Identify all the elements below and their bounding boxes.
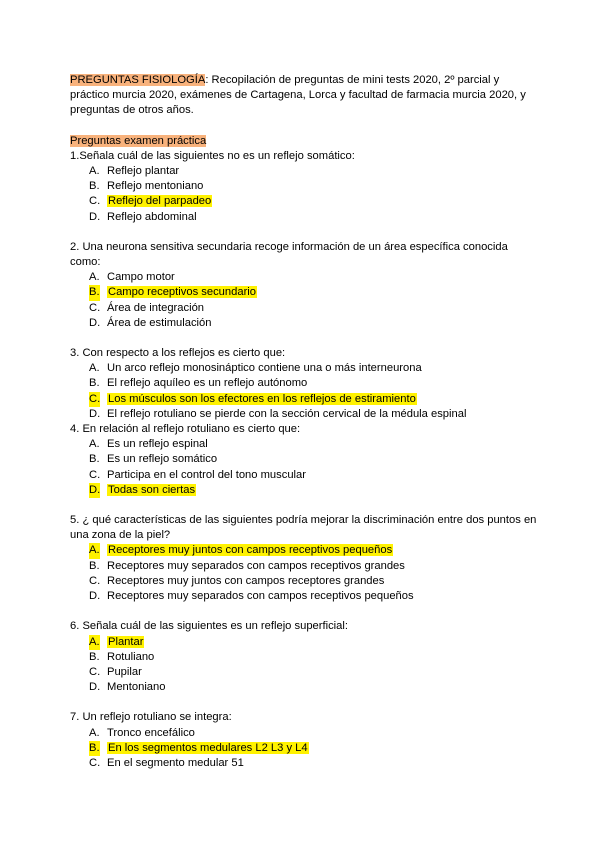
question-text: 1.Señala cuál de las siguientes no es un reflejo somático: [70,149,355,162]
option-c: C. Área de integración [89,301,205,314]
option-c: C. En el segmento medular 51 [89,756,244,769]
highlighted-answer: Plantar [108,635,144,648]
option-c-correct: C. Los músculos son los efectores en los reflejos de estiramiento [70,392,540,407]
question-text: 4. En relación al reflejo rotuliano es cierto que: [70,423,301,436]
option-c: C. Pupilar [89,665,142,678]
highlighted-answer: Todas son ciertas [108,483,196,496]
question-6 [70,619,540,695]
question-4 [70,422,540,498]
document-title: PREGUNTAS FISIOLOGÍA [70,74,206,86]
highlighted-answer: Receptores muy juntos con campos receptivos pequeños [108,544,393,557]
highlighted-answer: En los segmentos medulares L2 L3 y L4 [108,741,308,754]
question-text: 3. Con respecto a los reflejos es cierto que: [70,347,286,360]
document-page [70,73,540,771]
option-a-correct: A. Plantar [70,635,540,650]
option-b: B. Rotuliano [89,650,155,663]
highlighted-answer: Reflejo del parpadeo [108,195,212,208]
option-a-correct: A. Receptores muy juntos con campos receptivos pequeños [70,543,540,558]
option-b: B. Receptores muy separados con campos receptivos grandes [89,559,405,572]
option-c: C. Participa en el control del tono muscular [89,468,306,481]
question-3 [70,346,540,422]
option-a: A. Campo motor [89,271,175,284]
option-b-correct: B. Campo receptivos secundario [70,285,540,300]
option-a: A. Un arco reflejo monosináptico contiene una o más interneurona [89,362,422,375]
highlighted-answer: Campo receptivos secundario [108,286,256,299]
question-1 [70,149,540,225]
question-2 [70,240,540,331]
question-text: 5. ¿ qué características de las siguientes podría mejorar la discriminación entre dos puntos en una zona de la piel? [70,514,537,542]
option-b-correct: B. En los segmentos medulares L2 L3 y L4 [70,741,540,756]
option-a: A. Reflejo plantar [89,165,180,178]
section-title-wrap [70,134,540,149]
option-c: C. Receptores muy juntos con campos receptores grandes [89,574,385,587]
option-a: A. Es un reflejo espinal [89,438,208,451]
question-7 [70,710,540,771]
intro-text: : Recopilación de preguntas de mini tests 2020, 2º parcial y práctico murcia 2020, exámenes de Cartagena, Lorca y facultad de farmacia murcia 2020, y preguntas de otros años. [70,74,526,117]
option-c-correct: C. Reflejo del parpadeo [89,195,212,208]
option-d: D. El reflejo rotuliano se pierde con la sección cervical de la médula espinal [89,407,467,420]
option-d: D. Mentoniano [89,681,166,694]
option-b: B. Es un reflejo somático [89,453,218,466]
intro-paragraph [70,73,540,119]
option-a: A. Tronco encefálico [89,726,195,739]
question-text: 7. Un reflejo rotuliano se integra: [70,711,232,724]
option-d: D. Receptores muy separados con campos receptivos pequeños [89,590,414,603]
section-title: Preguntas examen práctica [70,134,207,147]
highlighted-answer: Los músculos son los efectores en los reflejos de estiramiento [108,392,416,405]
question-5 [70,513,540,604]
question-text: 6. Señala cuál de las siguientes es un reflejo superficial: [70,620,348,633]
question-text: 2. Una neurona sensitiva secundaria recoge información de un área específica conocida como: [70,240,508,269]
option-b: B. Reflejo mentoniano [89,180,204,193]
option-d-correct: D. Todas son ciertas [70,483,540,498]
option-d: D. Área de estimulación [89,316,212,329]
option-d: D. Reflejo abdominal [89,210,197,223]
option-b: B. El reflejo aquíleo es un reflejo autónomo [89,377,308,390]
